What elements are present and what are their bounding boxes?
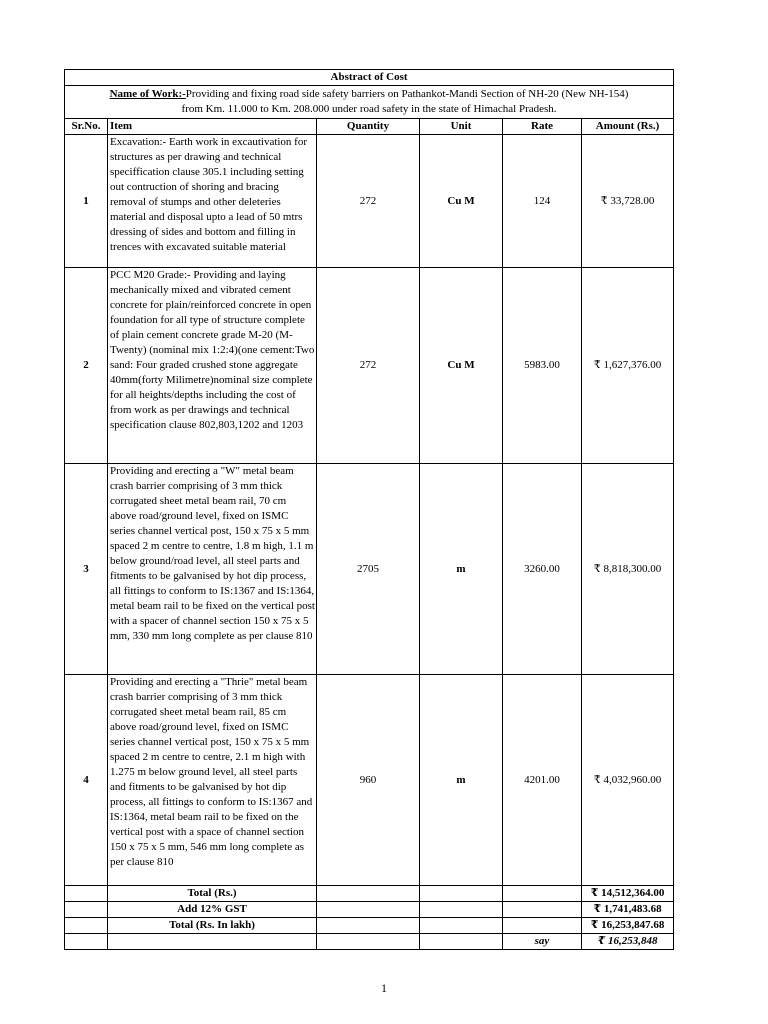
name-of-work-label: Name of Work:- [109, 88, 186, 100]
rate-cell: 4201.00 [503, 675, 582, 886]
say-label: say [503, 934, 582, 950]
page-number: 1 [381, 981, 387, 995]
unit-cell: Cu M [420, 135, 503, 268]
unit-cell: m [420, 464, 503, 675]
gst-label: Add 12% GST [108, 902, 317, 918]
table-row [65, 135, 674, 268]
quantity-cell: 272 [317, 135, 420, 268]
grand-total-amount: ₹ 16,253,847.68 [582, 918, 674, 934]
col-header-rate: Rate [503, 119, 582, 135]
amount-cell: ₹ 33,728.00 [582, 135, 674, 268]
srno-cell: 4 [65, 675, 108, 886]
unit-cell: Cu M [420, 268, 503, 464]
srno-cell: 3 [65, 464, 108, 675]
quantity-cell: 272 [317, 268, 420, 464]
col-header-amount: Amount (Rs.) [582, 119, 674, 135]
srno-cell: 1 [65, 135, 108, 268]
amount-cell: ₹ 4,032,960.00 [582, 675, 674, 886]
total-amount: ₹ 14,512,364.00 [582, 886, 674, 902]
total-label: Total (Rs.) [108, 886, 317, 902]
unit-cell: m [420, 675, 503, 886]
item-description: Providing and erecting a "W" metal beam crash barrier comprising of 3 mm thick corrugated sheet metal beam rail, 70 cm above road/ground level, fixed on ISMC series channel vertical post, 150 x 75 x 5 mm spaced 2 m centre to centre, 1.8 m high, 1.1 m below ground/road level, all steel parts and fitments to be galvanised by hot dip process, all fittings to conform to IS:1367 and IS:1364, metal beam rail to be fixed on the vertical post with a spacer of channel section 150 x 75 x 5 mm, 330 mm long complete as per clause 810 [108, 464, 317, 675]
amount-cell: ₹ 1,627,376.00 [582, 268, 674, 464]
item-description: PCC M20 Grade:- Providing and laying mechanically mixed and vibrated cement concrete for plain/reinforced concrete in open foundation for all type of structure complete of plain cement concrete grade M-20 (M-Twenty) (nominal mix 1:2:4)(one cement:Two sand: Four graded crushed stone aggregate 40mm(forty Milimetre)nominal size complete for all heights/depths including the cost of from work as per drawings and technical specification clause 802,803,1202 and 1203 [108, 268, 317, 464]
item-description: Providing and erecting a "Thrie" metal beam crash barrier comprising of 3 mm thick corrugated sheet metal beam rail, 85 cm above road/ground level, fixed on ISMC series channel vertical post, 150 x 75 x 5 mm spaced 2 m centre to centre, 2.1 m high with 1.275 m below ground level, all steel parts and fitments to be galvanised by hot dip process, all fittings to conform to IS:1367 and IS:1364, metal beam rail to be fixed on the vertical post with a space of channel section 150 x 75 x 5 mm, 546 mm long complete as per clause 810 [108, 675, 317, 886]
item-description: Excavation:- Earth work in excautivation for structures as per drawing and technical speciffication clause 305.1 including setting out contruction of shoring and bracing removal of stumps and other deleteries material and disposal upto a lead of 50 mtrs dressing of sides and bottom and filling in trences with excavated suitable material [108, 135, 317, 268]
total-row [65, 886, 674, 902]
name-of-work [65, 86, 674, 119]
col-header-unit: Unit [420, 119, 503, 135]
table-row [65, 268, 674, 464]
amount-cell: ₹ 8,818,300.00 [582, 464, 674, 675]
say-amount: ₹ 16,253,848 [582, 934, 674, 950]
table-row [65, 675, 674, 886]
rate-cell: 124 [503, 135, 582, 268]
srno-cell: 2 [65, 268, 108, 464]
column-header-row [65, 119, 674, 135]
col-header-quantity: Quantity [317, 119, 420, 135]
name-of-work-line2: from Km. 11.000 to Km. 208.000 under road safety in the state of Himachal Pradesh. [181, 103, 557, 115]
col-header-srno: Sr.No. [65, 119, 108, 135]
rate-cell: 5983.00 [503, 268, 582, 464]
rate-cell: 3260.00 [503, 464, 582, 675]
grand-total-row [65, 918, 674, 934]
name-of-work-line1: Providing and fixing road side safety barriers on Pathankot-Mandi Section of NH-20 (New NH-154) [185, 88, 629, 100]
gst-amount: ₹ 1,741,483.68 [582, 902, 674, 918]
gst-row [65, 902, 674, 918]
grand-total-label: Total (Rs. In lakh) [108, 918, 317, 934]
say-row [65, 934, 674, 950]
document-title: Abstract of Cost [65, 70, 674, 86]
quantity-cell: 2705 [317, 464, 420, 675]
table-row [65, 464, 674, 675]
quantity-cell: 960 [317, 675, 420, 886]
abstract-of-cost-table [64, 69, 674, 950]
col-header-item: Item [108, 119, 317, 135]
